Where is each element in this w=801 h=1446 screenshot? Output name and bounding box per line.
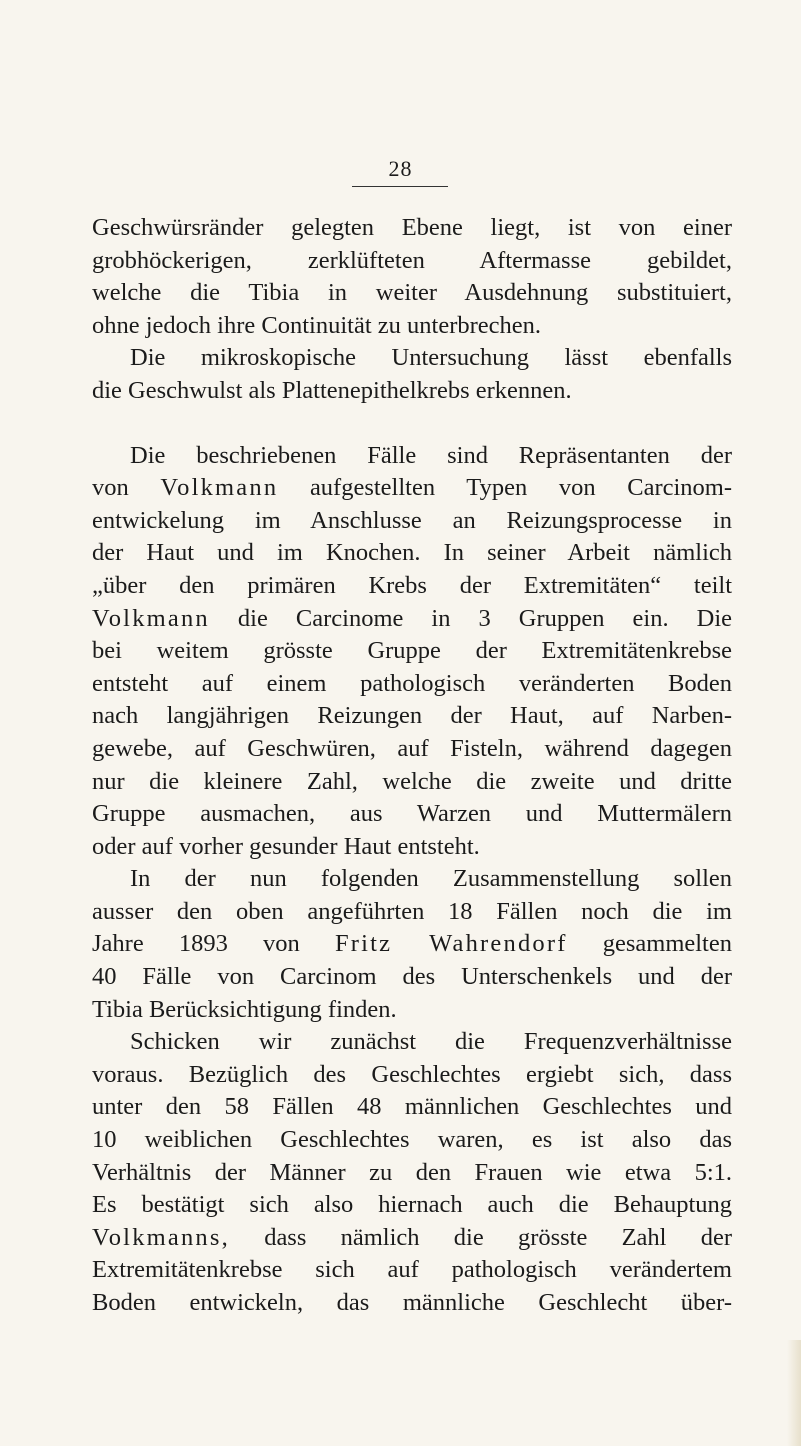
text-line: ausser den oben angeführten 18 Fällen noch die im	[92, 897, 732, 925]
text-line: entsteht auf einem pathologisch veränderten Boden	[92, 669, 732, 697]
text-line: 40 Fälle von Carcinom des Unterschenkels und der	[92, 963, 732, 991]
text-line: Extremitätenkrebse sich auf pathologisch verändertem	[92, 1256, 732, 1284]
text-line: Geschwürsränder gelegten Ebene liegt, ist von einer	[92, 214, 732, 241]
text-line: oder auf vorher gesunder Haut entsteht.	[92, 832, 480, 860]
text-line: nur die kleinere Zahl, welche die zweite und dritte	[92, 767, 732, 795]
body-text	[92, 212, 732, 1320]
text-line: bei weitem grösste Gruppe der Extremitätenkrebse	[92, 637, 732, 665]
text-line: In der nun folgenden Zusammenstellung sollen	[130, 865, 732, 893]
text-fragment: von	[92, 474, 129, 502]
text-line	[92, 928, 732, 961]
author-name-volkmann: Volkmann	[92, 604, 210, 632]
text-line: unter den 58 Fällen 48 männlichen Geschlechtes und	[92, 1093, 732, 1121]
text-line: die Geschwulst als Plattenepithelkrebs erkennen.	[92, 376, 572, 404]
text-line: Die mikroskopische Untersuchung lässt ebenfalls	[130, 344, 732, 372]
text-line	[92, 472, 732, 505]
text-line: „über den primären Krebs der Extremitäten“ teilt	[92, 571, 732, 599]
author-name-wahrendorf: Fritz Wahrendorf	[334, 930, 568, 958]
text-line	[92, 603, 732, 636]
text-line: voraus. Bezüglich des Geschlechtes ergiebt sich, dass	[92, 1060, 732, 1088]
page-number: 28	[388, 156, 413, 181]
text-line: welche die Tibia in weiter Ausdehnung substituiert,	[92, 279, 732, 307]
text-line: grobhöckerigen, zerklüfteten Aftermasse gebildet,	[92, 246, 732, 274]
text-line: ohne jedoch ihre Continuität zu unterbrechen.	[92, 311, 542, 339]
text-fragment: gesammelten	[602, 930, 732, 958]
text-fragment: die Carcinome in 3 Gruppen ein. Die	[237, 604, 733, 632]
text-line: Schicken wir zunächst die Frequenzverhältnisse	[130, 1028, 732, 1056]
paragraph-gap	[92, 408, 732, 440]
text-line: nach langjährigen Reizungen der Haut, auf Narben-	[92, 702, 732, 730]
author-name-volkmann: Volkmann	[160, 474, 279, 502]
text-fragment: aufgestellten Typen von Carcinom-	[309, 474, 733, 502]
text-line: Die beschriebenen Fälle sind Repräsentanten der	[130, 441, 732, 469]
text-line	[92, 1222, 732, 1255]
text-line: gewebe, auf Geschwüren, auf Fisteln, während dagegen	[92, 734, 732, 762]
text-fragment: dass nämlich die grösste Zahl der	[264, 1223, 733, 1251]
text-line: der Haut und im Knochen. In seiner Arbeit nämlich	[92, 539, 732, 567]
text-line: 10 weiblichen Geschlechtes waren, es ist also das	[92, 1126, 732, 1154]
author-name-volkmanns: Volkmanns,	[92, 1223, 230, 1251]
text-line: entwickelung im Anschlusse an Reizungsprocesse in	[92, 506, 732, 534]
text-line: Boden entwickeln, das männliche Geschlecht über-	[92, 1289, 732, 1316]
page-number-rule	[352, 186, 448, 187]
text-fragment: Jahre 1893 von	[92, 930, 300, 958]
text-line: Verhältnis der Männer zu den Frauen wie etwa 5:1.	[92, 1158, 732, 1186]
text-line: Tibia Berücksichtigung finden.	[92, 995, 397, 1023]
text-line: Gruppe ausmachen, aus Warzen und Muttermälern	[92, 800, 732, 828]
page-edge-shadow	[787, 1340, 801, 1446]
text-line: Es bestätigt sich also hiernach auch die Behauptung	[92, 1191, 732, 1219]
